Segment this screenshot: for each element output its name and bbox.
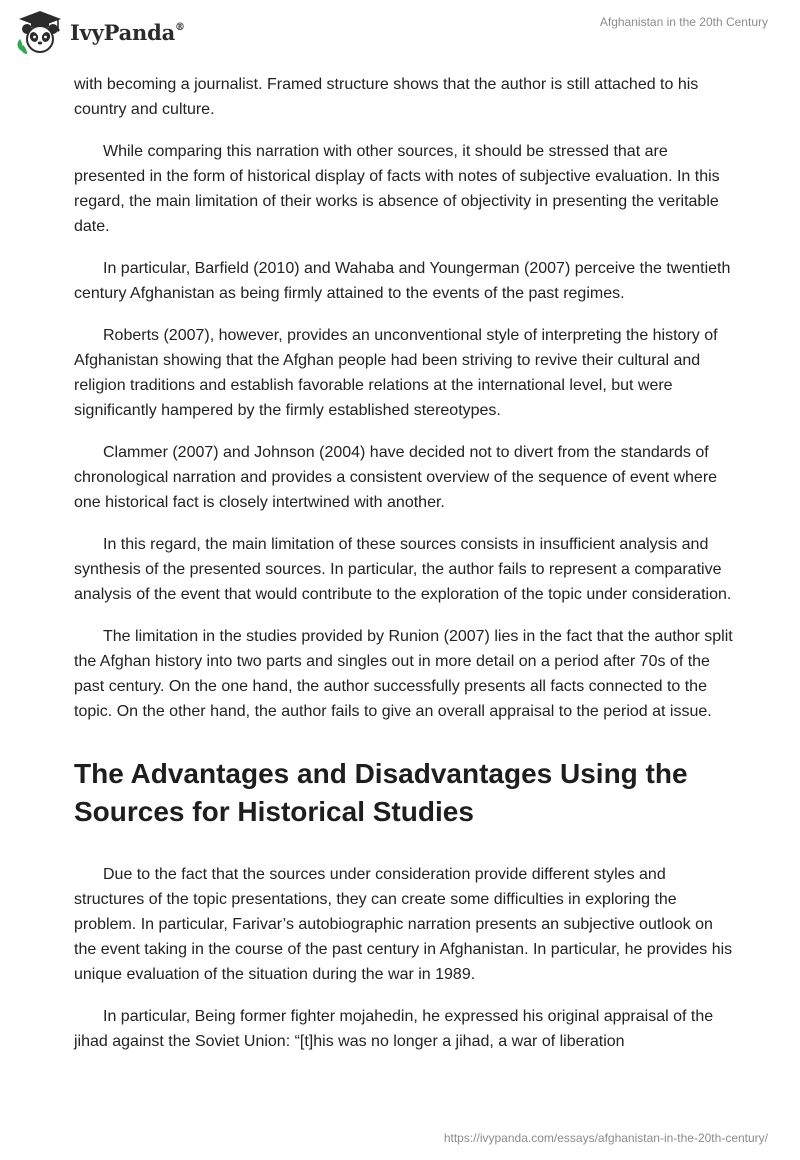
source-url[interactable]: https://ivypanda.com/essays/afghanistan-in-the-20th-century/ xyxy=(443,1131,768,1145)
paragraph: While comparing this narration with other sources, it should be stressed that are presented in the form of historical display of facts with notes of subjective evaluation. In this regard, the main limitation of their works is absence of objectivity in presenting the veritable date. xyxy=(74,143,720,235)
paragraph: Due to the fact that the sources under consideration provide different styles and structures of the topic presentations, they can create some difficulties in exploring the problem. In particular, Farivar’s autobiographic narration presents an subjective outlook on the event taking in the course of the past century in Afghanistan. In particular, he provides his unique evaluation of the situation during the war in 1989. xyxy=(74,866,733,983)
paragraph: In this regard, the main limitation of these sources consists in insufficient analysis and synthesis of the presented sources. In particular, the author fails to represent a comparative analysis of the event that would contribute to the exploration of the topic under consideration. xyxy=(74,536,732,603)
paragraph: The limitation in the studies provided by Runion (2007) lies in the fact that the author split the Afghan history into two parts and singles out in more detail on a period after 70s of the past century. On the one hand, the author successfully presents all facts connected to the topic. On the other hand, the author fails to give an overall appraisal to the period at issue. xyxy=(74,628,733,720)
registered-mark: ® xyxy=(175,21,185,33)
page-header xyxy=(0,0,800,64)
paragraph: In particular, Being former fighter mojahedin, he expressed his original appraisal of the jihad against the Soviet Union: “[t]his was no longer a jihad, a war of liberation xyxy=(74,1008,714,1050)
paragraph: Clammer (2007) and Johnson (2004) have decided not to divert from the standards of chronological narration and provides a consistent overview of the sequence of event where one historical fact is closely intertwined with another. xyxy=(74,444,718,511)
paragraph: with becoming a journalist. Framed structure shows that the author is still attached to his country and culture. xyxy=(74,76,699,118)
section-heading: The Advantages and Disadvantages Using the Sources for Historical Studies xyxy=(74,758,688,827)
ivypanda-logo[interactable] xyxy=(14,9,185,55)
running-title: Afghanistan in the 20th Century xyxy=(599,15,768,29)
panda-logo-icon xyxy=(14,9,66,55)
paragraph: In particular, Barfield (2010) and Wahaba and Youngerman (2007) perceive the twentieth century Afghanistan as being firmly attained to the events of the past regimes. xyxy=(74,260,731,302)
paragraph: Roberts (2007), however, provides an unconventional style of interpreting the history of Afghanistan showing that the Afghan people had been striving to revive their cultural and religion traditions and establish favorable relations at the international level, but were significantly hampered by the firmly established stereotypes. xyxy=(74,327,718,419)
article-body xyxy=(74,72,734,1071)
logo-text: IvyPanda® xyxy=(70,19,185,45)
